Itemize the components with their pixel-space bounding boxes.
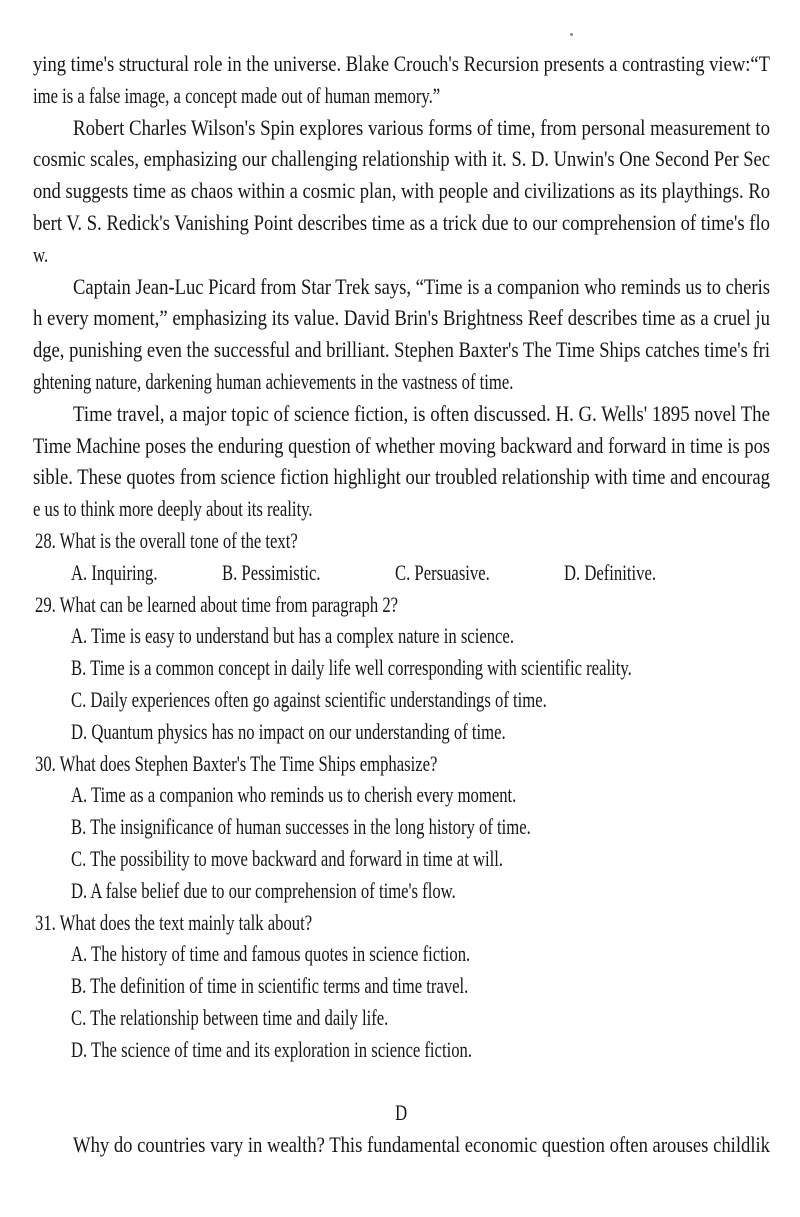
section-d-heading [33,1097,770,1129]
answer-option: B. Time is a common concept in daily life well corresponding with scientific reality. [71,655,632,681]
passage-line: Time Machine poses the enduring question of whether moving backward and forward in time is pos [33,432,770,458]
option-line [33,938,770,970]
passage-line: w. [33,241,49,267]
passage-paragraph-line [33,207,770,239]
answer-option: C. Persuasive. [395,559,490,585]
passage-line: Robert Charles Wilson's Spin explores various forms of time, from personal measurement to [73,114,770,140]
question-29 [33,589,770,621]
blank-line [33,1066,770,1098]
stray-dot-mark [570,33,573,36]
answer-option: A. The history of time and famous quotes in science fiction. [71,941,471,967]
option-line [33,970,770,1002]
option-line [33,875,770,907]
answer-option: B. The insignificance of human successes in the long history of time. [71,814,531,840]
passage-paragraph-line [33,143,770,175]
passage-line: ghtening nature, darkening human achievements in the vastness of time. [33,368,514,394]
passage-paragraph-line [33,366,770,398]
passage-paragraph-line [33,398,770,430]
answer-option: D. Quantum physics has no impact on our understanding of time. [71,718,506,744]
answer-option: B. Pessimistic. [222,559,321,585]
answer-option: A. Time is easy to understand but has a complex nature in science. [71,623,514,649]
question-stem: 29. What can be learned about time from paragraph 2? [35,591,399,617]
passage-line: ying time's structural role in the universe. Blake Crouch's Recursion presents a contrasting view:“T [33,51,770,76]
passage-line: Why do countries vary in wealth? This fundamental economic question often arouses childlik [73,1132,770,1158]
option-line [33,779,770,811]
document-body [33,48,770,1161]
passage-paragraph-line [33,493,770,525]
answer-option: C. The possibility to move backward and forward in time at will. [71,845,504,871]
answer-option: A. Time as a companion who reminds us to cherish every moment. [71,782,517,808]
passage-paragraph-line [33,430,770,462]
answer-option: D. The science of time and its exploration in science fiction. [71,1036,473,1062]
passage-paragraph-line [33,271,770,303]
passage-paragraph-line [33,80,770,112]
passage-paragraph-line [33,461,770,493]
answer-option: D. Definitive. [564,559,657,585]
option-line [33,1002,770,1034]
question-stem: 28. What is the overall tone of the text? [35,527,298,553]
answer-option: C. The relationship between time and daily life. [71,1004,389,1030]
passage-paragraph-line [33,239,770,271]
answer-option: B. The definition of time in scientific terms and time travel. [71,973,469,999]
passage-paragraph-line [33,175,770,207]
passage-line: cosmic scales, emphasizing our challenging relationship with it. S. D. Unwin's One Second Per Sec [33,146,770,172]
question-31 [33,907,770,939]
question-30 [33,748,770,780]
option-line [33,620,770,652]
passage-line: Captain Jean-Luc Picard from Star Trek says, “Time is a companion who reminds us to cheris [73,273,770,299]
question-stem: 31. What does the text mainly talk about? [35,909,313,935]
passage-paragraph-line [33,302,770,334]
question-28-options-row [33,557,770,589]
option-line [33,684,770,716]
option-line [33,1034,770,1066]
passage-line: bert V. S. Redick's Vanishing Point describes time as a trick due to our comprehension of time's flo [33,209,770,235]
passage-line: e us to think more deeply about its reality. [33,496,313,522]
passage-line: Time travel, a major topic of science fiction, is often discussed. H. G. Wells' 1895 novel The [73,400,770,426]
option-line [33,716,770,748]
option-line [33,652,770,684]
passage-line: ime is a false image, a concept made out of human memory.” [33,82,441,108]
passage-paragraph-line [33,112,770,144]
option-line [33,811,770,843]
question-28 [33,525,770,557]
passage-line: ond suggests time as chaos within a cosmic plan, with people and civilizations as its playthings. Ro [33,178,770,204]
answer-option: D. A false belief due to our comprehension of time's flow. [71,877,456,903]
section-label: D [395,1100,408,1126]
option-line [33,843,770,875]
question-stem: 30. What does Stephen Baxter's The Time Ships emphasize? [35,750,438,776]
passage-paragraph-line [33,334,770,366]
answer-option: A. Inquiring. [71,559,158,585]
passage-line: dge, punishing even the successful and brilliant. Stephen Baxter's The Time Ships catches time's fri [33,337,770,363]
answer-option: C. Daily experiences often go against scientific understandings of time. [71,686,547,712]
passage-paragraph-line [33,48,770,80]
passage-line: sible. These quotes from science fiction highlight our troubled relationship with time and encourag [33,464,770,490]
passage-line: h every moment,” emphasizing its value. David Brin's Brightness Reef describes time as a cruel ju [33,305,770,331]
passage-paragraph-line [33,1129,770,1161]
